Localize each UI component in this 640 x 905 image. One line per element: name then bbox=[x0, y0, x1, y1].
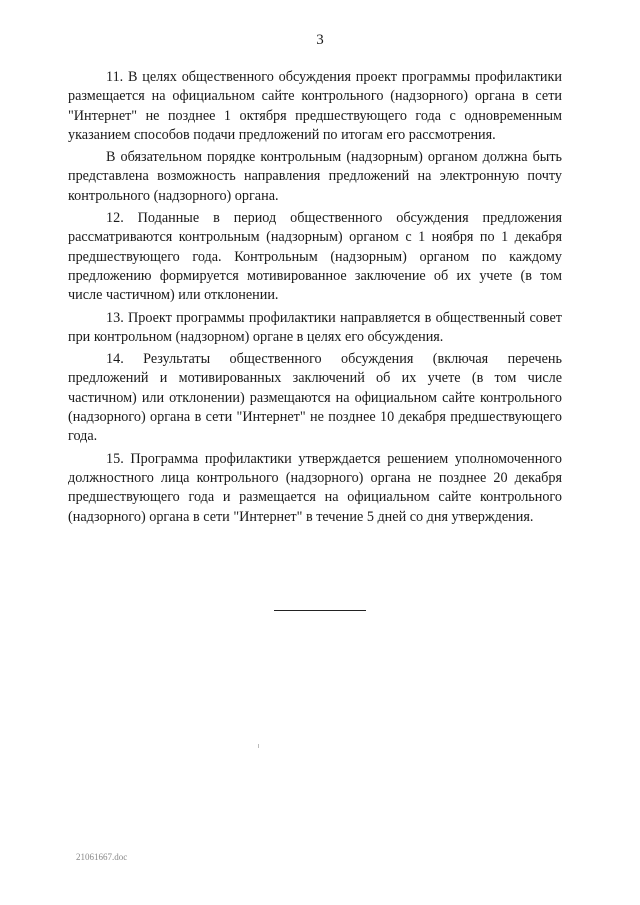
footer-filename: 21061667.doc bbox=[76, 852, 128, 862]
paragraph-14: 14. Результаты общественного обсуждения (включая перечень предложений и мотивированных заключений об их учете (в том числе частичном) или отклонении) размещаются на официальном сайте контрольного (надзорного) органа в сети "Интернет" не позднее 10 декабря предшествующего года. bbox=[68, 351, 562, 445]
scan-artifact bbox=[258, 744, 259, 748]
paragraph-12: 12. Поданные в период общественного обсуждения предложения рассматриваются контрольным (надзорным) органом с 1 ноября по 1 декабря предшествующего года. Контрольным (надзорным) органом по каждому предложению формируется мотивированное заключение об их учете (в том числе частичном) или отклонении. bbox=[68, 210, 562, 304]
paragraph-11-continued: В обязательном порядке контрольным (надзорным) органом должна быть представлена возможность направления предложений на электронную почту контрольного (надзорного) органа. bbox=[68, 149, 562, 204]
end-of-document-separator bbox=[274, 610, 366, 611]
paragraph-13: 13. Проект программы профилактики направляется в общественный совет при контрольном (надзорном) органе в целях его обсуждения. bbox=[68, 309, 562, 345]
paragraph-15: 15. Программа профилактики утверждается решением уполномоченного должностного лица контрольного (надзорного) органа не позднее 20 декабря предшествующего года и размещается на официальном сайте контрольного (надзорного) органа в сети "Интернет" в течение 5 дней со дня утверждения. bbox=[68, 450, 562, 525]
page-number: 3 bbox=[316, 32, 324, 48]
paragraph-11: 11. В целях общественного обсуждения проект программы профилактики размещается на официальном сайте контрольного (надзорного) органа в сети "Интернет" не позднее 1 октября предшествующего года с одновременным указанием способов подачи предложений по итогам его рассмотрения. bbox=[68, 69, 562, 143]
document-body bbox=[68, 68, 562, 530]
